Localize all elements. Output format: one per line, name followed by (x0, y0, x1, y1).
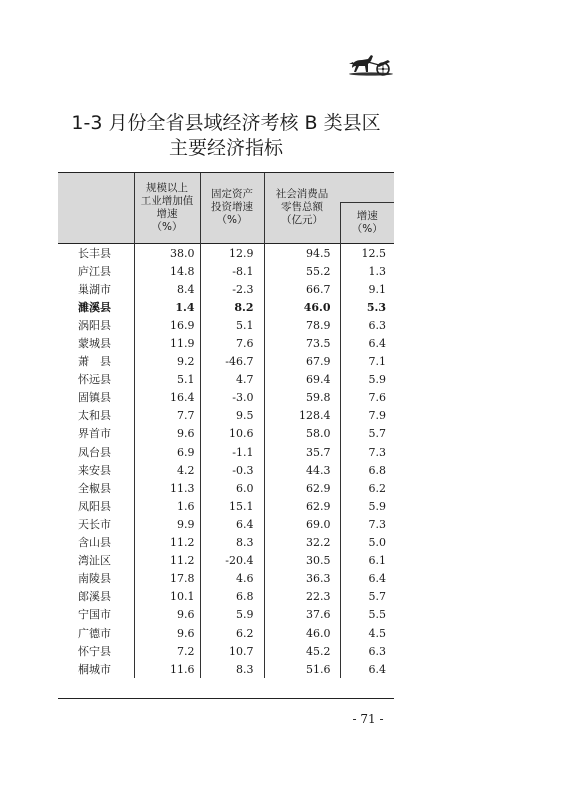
table-row (58, 552, 394, 570)
table-row (58, 316, 394, 334)
county-name-cell: 广德市 (78, 626, 111, 640)
table-row (58, 624, 394, 642)
table-row (58, 443, 394, 461)
fixed-investment-growth-cell: 7.6 (200, 334, 264, 352)
table-row (58, 334, 394, 352)
retail-growth-cell: 5.9 (340, 497, 394, 515)
retail-growth-cell: 5.0 (340, 534, 394, 552)
industry-growth-cell: 7.2 (134, 642, 200, 660)
fixed-investment-growth-cell: 9.5 (200, 407, 264, 425)
industry-growth-cell: 1.6 (134, 497, 200, 515)
county-name-cell: 凤阳县 (78, 499, 111, 513)
county-name-cell: 含山县 (78, 536, 111, 550)
header-line: （亿元） (281, 214, 323, 226)
table-body (58, 244, 394, 679)
fixed-investment-growth-cell: -1.1 (200, 443, 264, 461)
retail-sales-cell: 94.5 (264, 244, 340, 263)
retail-growth-cell: 5.5 (340, 606, 394, 624)
table-row (58, 389, 394, 407)
table-row (58, 353, 394, 371)
fixed-investment-growth-cell: 6.2 (200, 624, 264, 642)
retail-growth-cell: 9.1 (340, 280, 394, 298)
retail-sales-cell: 46.0 (264, 624, 340, 642)
retail-sales-cell: 46.0 (264, 298, 340, 316)
retail-growth-cell: 6.1 (340, 552, 394, 570)
county-name-cell: 蒙城县 (78, 337, 111, 351)
retail-sales-cell: 35.7 (264, 443, 340, 461)
county-name-cell: 湾沚区 (78, 554, 111, 568)
fixed-investment-growth-cell: 6.0 (200, 479, 264, 497)
industry-growth-header (134, 172, 200, 244)
county-name-cell: 濉溪县 (78, 300, 111, 314)
table-row (58, 515, 394, 533)
industry-growth-cell: 17.8 (134, 570, 200, 588)
retail-growth-cell: 6.8 (340, 461, 394, 479)
header-line: 增速 (156, 207, 178, 220)
table-row (58, 570, 394, 588)
industry-growth-cell: 6.9 (134, 443, 200, 461)
county-name-cell: 来安县 (78, 463, 111, 477)
industry-growth-cell: 5.1 (134, 371, 200, 389)
industry-growth-cell: 9.6 (134, 606, 200, 624)
retail-growth-cell: 6.3 (340, 642, 394, 660)
table-row (58, 371, 394, 389)
retail-sales-cell: 37.6 (264, 606, 340, 624)
table-row (58, 407, 394, 425)
fixed-investment-growth-cell: 8.2 (200, 298, 264, 316)
industry-growth-cell: 9.2 (134, 353, 200, 371)
retail-growth-cell: 6.3 (340, 316, 394, 334)
fixed-investment-growth-cell: 6.4 (200, 515, 264, 533)
fixed-investment-growth-cell: 4.7 (200, 371, 264, 389)
table-row (58, 642, 394, 660)
header-line: 规模以上 (146, 181, 188, 194)
county-name-cell: 萧 县 (78, 355, 111, 369)
retail-sales-cell: 128.4 (264, 407, 340, 425)
retail-growth-cell: 5.3 (340, 298, 394, 316)
county-name-cell: 南陵县 (78, 572, 111, 586)
county-name-cell: 固镇县 (78, 391, 111, 405)
county-name-cell: 桐城市 (78, 662, 111, 676)
retail-sales-cell: 51.6 (264, 660, 340, 678)
table-row (58, 534, 394, 552)
retail-growth-cell: 6.2 (340, 479, 394, 497)
industry-growth-cell: 11.3 (134, 479, 200, 497)
fixed-investment-growth-cell: 5.1 (200, 316, 264, 334)
retail-growth-cell: 6.4 (340, 660, 394, 678)
retail-growth-cell: 6.4 (340, 334, 394, 352)
retail-growth-cell: 4.5 (340, 624, 394, 642)
fixed-investment-growth-cell: 12.9 (200, 244, 264, 263)
table-row (58, 479, 394, 497)
retail-sales-cell: 69.4 (264, 371, 340, 389)
industry-growth-cell: 9.9 (134, 515, 200, 533)
retail-sales-cell: 66.7 (264, 280, 340, 298)
retail-sales-cell: 62.9 (264, 479, 340, 497)
county-name-cell: 宁国市 (78, 608, 111, 622)
retail-sales-cell: 78.9 (264, 316, 340, 334)
retail-growth-cell: 5.7 (340, 588, 394, 606)
retail-growth-cell: 7.3 (340, 443, 394, 461)
county-name-cell: 凤台县 (78, 445, 111, 459)
table-row (58, 262, 394, 280)
table-row (58, 606, 394, 624)
fixed-investment-growth-cell: 8.3 (200, 660, 264, 678)
retail-group-spacer (340, 172, 394, 203)
county-name-cell: 怀宁县 (78, 644, 111, 658)
county-name-cell: 太和县 (78, 409, 111, 423)
retail-growth-cell: 12.5 (340, 244, 394, 263)
table-row (58, 280, 394, 298)
fixed-investment-growth-cell: -46.7 (200, 353, 264, 371)
fixed-investment-growth-cell: -2.3 (200, 280, 264, 298)
county-name-cell: 怀远县 (78, 373, 111, 387)
header-line: 固定资产 (211, 188, 253, 200)
fixed-investment-growth-cell: -20.4 (200, 552, 264, 570)
table-row (58, 497, 394, 515)
retail-sales-cell: 58.0 (264, 425, 340, 443)
industry-growth-cell: 14.8 (134, 262, 200, 280)
fixed-investment-growth-cell: 10.7 (200, 642, 264, 660)
fixed-investment-growth-cell: 4.6 (200, 570, 264, 588)
fixed-investment-growth-cell: 10.6 (200, 425, 264, 443)
county-name-cell: 全椒县 (78, 481, 111, 495)
industry-growth-cell: 11.6 (134, 660, 200, 678)
header-line: 增速 (356, 210, 378, 222)
fixed-investment-growth-cell: -0.3 (200, 461, 264, 479)
fixed-investment-growth-cell: 8.3 (200, 534, 264, 552)
retail-sales-cell: 22.3 (264, 588, 340, 606)
county-name-cell: 长丰县 (58, 244, 134, 263)
industry-growth-cell: 11.2 (134, 534, 200, 552)
industry-growth-cell: 16.4 (134, 389, 200, 407)
retail-sales-cell: 62.9 (264, 497, 340, 515)
retail-growth-cell: 7.6 (340, 389, 394, 407)
retail-sales-cell: 30.5 (264, 552, 340, 570)
fixed-investment-growth-cell: -3.0 (200, 389, 264, 407)
retail-growth-cell: 6.4 (340, 570, 394, 588)
retail-sales-cell: 73.5 (264, 334, 340, 352)
retail-growth-cell: 5.9 (340, 371, 394, 389)
economic-indicators-table (58, 172, 394, 678)
industry-growth-cell: 4.2 (134, 461, 200, 479)
industry-growth-cell: 11.9 (134, 334, 200, 352)
county-header-cell (58, 172, 134, 244)
county-name-cell: 涡阳县 (78, 318, 111, 332)
industry-growth-cell: 7.7 (134, 407, 200, 425)
retail-sales-cell: 55.2 (264, 262, 340, 280)
retail-sales-cell: 59.8 (264, 389, 340, 407)
header-line: 工业增加值 (140, 194, 194, 207)
industry-growth-cell: 11.2 (134, 552, 200, 570)
retail-growth-cell: 7.1 (340, 353, 394, 371)
retail-growth-cell: 1.3 (340, 262, 394, 280)
retail-sales-header (264, 172, 340, 244)
table-row (58, 660, 394, 678)
county-name-cell: 巢湖市 (78, 282, 111, 296)
chariot-logo-icon (346, 48, 396, 78)
table-row (58, 244, 394, 263)
retail-growth-cell: 7.3 (340, 515, 394, 533)
retail-growth-cell: 7.9 (340, 407, 394, 425)
retail-sales-cell: 32.2 (264, 534, 340, 552)
page-number: - 71 - (352, 712, 384, 726)
county-name-cell: 界首市 (78, 427, 111, 441)
retail-sales-cell: 67.9 (264, 353, 340, 371)
table-title-line-2: 主要经济指标 (168, 137, 283, 159)
industry-growth-cell: 9.6 (134, 624, 200, 642)
retail-growth-cell: 5.7 (340, 425, 394, 443)
table-title-line-1: 1-3 月份全省县域经济考核 B 类县区 (71, 112, 381, 134)
retail-sales-cell: 44.3 (264, 461, 340, 479)
industry-growth-cell: 1.4 (134, 298, 200, 316)
header-line: （%） (151, 220, 183, 233)
industry-growth-cell: 8.4 (134, 280, 200, 298)
fixed-investment-growth-cell: -8.1 (200, 262, 264, 280)
header-line: （%） (216, 214, 248, 226)
header-line: 投资增速 (211, 201, 253, 213)
table-row (58, 461, 394, 479)
retail-sales-cell: 45.2 (264, 642, 340, 660)
county-name-cell: 庐江县 (78, 264, 111, 278)
industry-growth-cell: 38.0 (134, 244, 200, 263)
retail-sales-cell: 69.0 (264, 515, 340, 533)
industry-growth-cell: 10.1 (134, 588, 200, 606)
header-line: 社会消费品 (275, 188, 329, 200)
table-row (58, 298, 394, 316)
fixed-investment-growth-header (200, 172, 264, 244)
retail-sales-cell: 36.3 (264, 570, 340, 588)
industry-growth-cell: 16.9 (134, 316, 200, 334)
county-name-cell: 郎溪县 (78, 590, 111, 604)
table-row (58, 588, 394, 606)
county-name-cell: 天长市 (78, 517, 111, 531)
header-line: 零售总额 (281, 201, 323, 213)
fixed-investment-growth-cell: 15.1 (200, 497, 264, 515)
industry-growth-cell: 9.6 (134, 425, 200, 443)
fixed-investment-growth-cell: 6.8 (200, 588, 264, 606)
header-line: （%） (351, 223, 383, 235)
fixed-investment-growth-cell: 5.9 (200, 606, 264, 624)
table-row (58, 425, 394, 443)
retail-growth-header (340, 203, 394, 244)
